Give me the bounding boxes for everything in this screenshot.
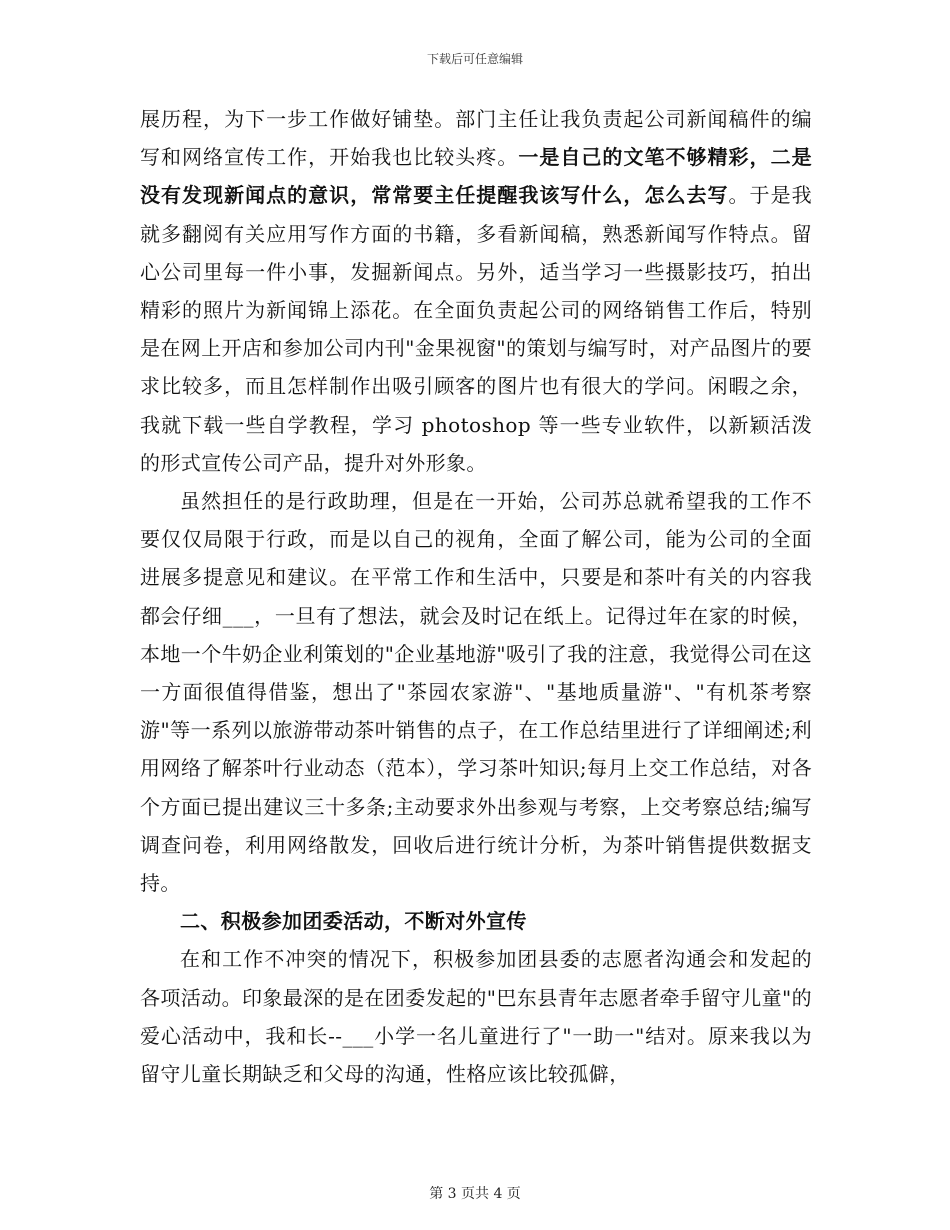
- paragraph-1: [140, 100, 812, 482]
- paragraph-1-text-a: 展历程，为下一步工作做好铺垫。部门主任让我负责起公司新闻稿件的编写和网络宣传工作，开始我也比较头疼。: [140, 107, 812, 170]
- section-heading: 二、积极参加团委活动，不断对外宣传: [180, 909, 527, 934]
- paragraph-3: 在和工作不冲突的情况下，积极参加团县委的志愿者沟通会和发起的各项活动。印象最深的是在团委发起的"巴东县青年志愿者牵手留守儿童"的爱心活动中，我和长--___小学一名儿童进行了"一助一"结对。原来我以为留守儿童长期缺乏和父母的沟通，性格应该比较孤僻，: [140, 947, 812, 1087]
- document-body: [140, 100, 812, 1093]
- paragraph-1-text-b: 。于是我就多翻阅有关应用写作方面的书籍，多看新闻稿，熟悉新闻写作特点。留心公司里每一件小事，发掘新闻点。另外，适当学习一些摄影技巧，拍出精彩的照片为新闻锦上添花。在全面负责起公司的网络销售工作后，特别是在网上开店和参加公司内刊"金果视窗"的策划与编写时，对产品图片的要求比较多，而且怎样制作出吸引顾客的图片也有很大的学问。闲暇之余，我就下载一些自学教程，学习 photoshop 等一些专业软件，以新颖活泼的形式宣传公司产品，提升对外形象。: [140, 183, 812, 475]
- paragraph-1-bold-text: 一是自己的文笔不够精彩，二是没有发现新闻点的意识，常常要主任提醒我该写什么，怎么去写: [140, 145, 812, 208]
- page-header-note: 下载后可任意编辑: [426, 52, 523, 66]
- page-number: 第 3 页共 4 页: [429, 1186, 521, 1202]
- paragraph-2: 虽然担任的是行政助理，但是在一开始，公司苏总就希望我的工作不要仅仅局限于行政，而是以自己的视角，全面了解公司，能为公司的全面进展多提意见和建议。在平常工作和生活中，只要是和茶叶有关的内容我都会仔细___，一旦有了想法，就会及时记在纸上。记得过年在家的时候，本地一个牛奶企业利策划的"企业基地游"吸引了我的注意，我觉得公司在这一方面很值得借鉴，想出了"茶园农家游"、"基地质量游"、"有机茶考察游"等一系列以旅游带动茶叶销售的点子，在工作总结里进行了详细阐述;利用网络了解茶叶行业动态（范本），学习茶叶知识;每月上交工作总结，对各个方面已提出建议三十多条;主动要求外出参观与考察，上交考察总结;编写调查问卷，利用网络散发，回收后进行统计分析，为茶叶销售提供数据支持。: [140, 489, 812, 896]
